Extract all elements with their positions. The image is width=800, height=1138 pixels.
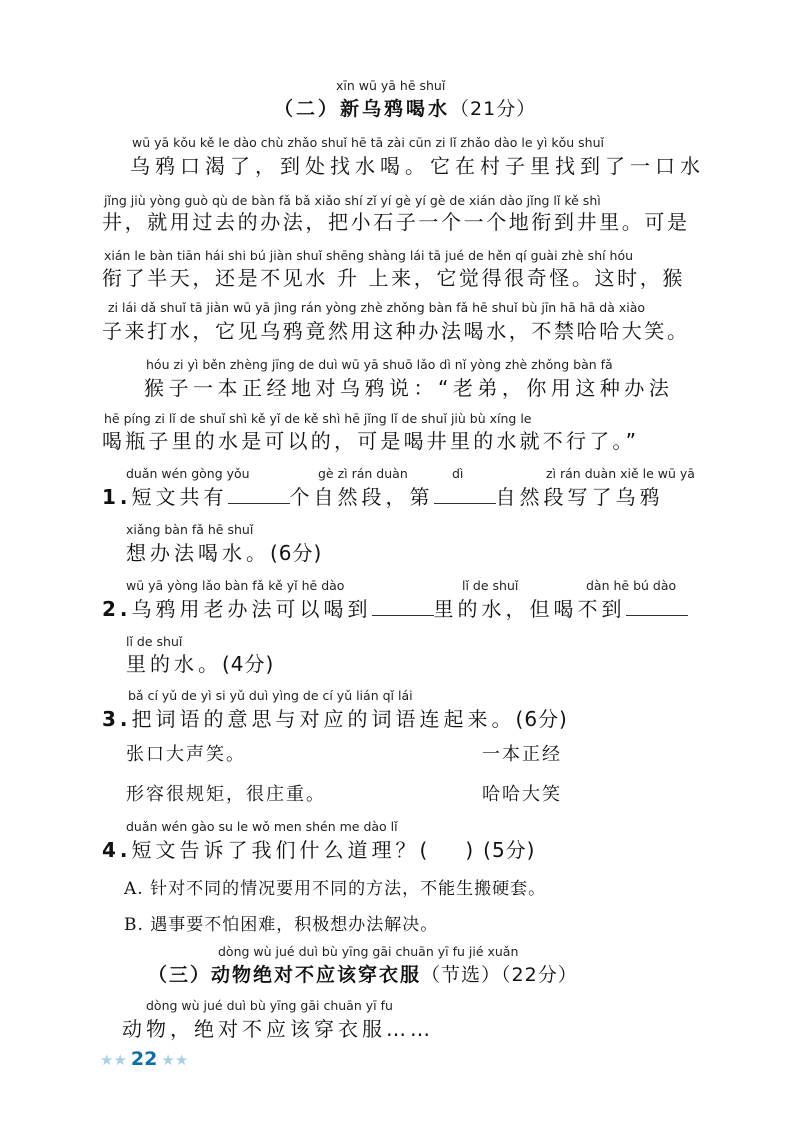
q2-pinyin-2: lǐ de shuǐ <box>126 634 183 649</box>
section3-line: 动物，绝对不应该穿衣服…… <box>122 1017 434 1041</box>
passage-line-5: 猴子一本正经地对乌鸦说：“老弟，你用这种办法 <box>144 376 674 400</box>
q4-paren-close: ) <box>465 838 478 862</box>
q1-text-a: 短文共有 <box>131 485 228 509</box>
q1-pinyin-2: xiǎng bàn fǎ hē shuǐ <box>126 522 254 537</box>
q3-right-item-2[interactable]: 哈哈大笑 <box>482 784 562 805</box>
section3-title-score: （22分） <box>501 964 578 986</box>
passage-line-4: 子来打水，它见乌鸦竟然用这种办法喝水，不禁哈哈大笑。 <box>102 319 690 343</box>
q4-text: 短文告诉了我们什么道理？( <box>131 838 432 862</box>
q2-text-b: 里的水，但喝不到 <box>433 597 626 621</box>
q2-pinyin-b: lǐ de shuǐ <box>462 578 519 593</box>
section2-title-pinyin: xīn wū yā hē shuǐ <box>336 78 446 93</box>
q4-score: (5分) <box>483 838 536 862</box>
passage-pinyin-4: zi lái dǎ shuǐ tā jiàn wū yā jìng rán yòng zhè zhǒng bàn fǎ hē shuǐ bù jīn hā hā dà xiào <box>108 300 646 315</box>
q2-blank-1[interactable] <box>372 599 434 616</box>
q2-score: (4分) <box>222 652 275 676</box>
q4-number: 4. <box>102 838 132 862</box>
q3-right-item-1[interactable]: 一本正经 <box>482 744 562 765</box>
star-icon: ★ <box>174 1051 189 1069</box>
section3-title <box>148 960 578 987</box>
passage-pinyin-3: xián le bàn tiān hái shi bú jiàn shuǐ shēng shàng lái tā jué de hěn qí guài zhè shí hóu <box>104 248 634 263</box>
section3-title-text: 动物绝对不应该穿衣服 <box>211 964 422 986</box>
q1-text-c: 自然段写了乌鸦 <box>495 485 664 509</box>
q1-blank-1[interactable] <box>228 487 290 504</box>
q3-score: (6分) <box>515 707 568 731</box>
star-icon: ★ <box>113 1051 127 1069</box>
q1-blank-2[interactable] <box>434 487 496 504</box>
q4-pinyin: duǎn wén gào su le wǒ men shén me dào lǐ <box>126 819 398 834</box>
q3-pinyin: bǎ cí yǔ de yì si yǔ duì yìng de cí yǔ lián qǐ lái <box>128 688 413 703</box>
star-icon: ★ <box>100 1051 114 1069</box>
q1-text-2: 想办法喝水。 <box>126 541 270 565</box>
section2-title <box>274 94 536 121</box>
q3-line <box>102 703 568 732</box>
section2-title-score: （21分） <box>450 98 537 120</box>
passage-pinyin-1: wū yā kǒu kě le dào chù zhǎo shuǐ hē tā zài cūn zi lǐ zhǎo dào le yì kǒu shuǐ <box>132 135 604 150</box>
q2-line-2 <box>126 648 274 677</box>
q2-number: 2. <box>102 597 132 621</box>
page-number: 22 <box>130 1048 158 1070</box>
q1-line <box>102 481 664 510</box>
q4-line <box>102 834 535 863</box>
q2-line <box>102 593 688 622</box>
q3-left-item-2[interactable]: 形容很规矩，很庄重。 <box>126 784 326 805</box>
q1-pinyin-c: dì <box>452 466 464 481</box>
section3-title-pinyin: dòng wù jué duì bù yīng gāi chuān yī fu jié xuǎn <box>218 944 519 959</box>
q1-number: 1. <box>102 485 132 509</box>
section2-title-text: 新乌鸦喝水 <box>340 98 451 120</box>
passage-pinyin-5: hóu zi yì běn zhèng jīng de duì wū yā shuō lǎo dì nǐ yòng zhè zhǒng bàn fǎ <box>146 357 613 372</box>
q2-text-a: 乌鸦用老办法可以喝到 <box>131 597 372 621</box>
q2-pinyin-c: dàn hē bú dào <box>586 578 677 593</box>
q1-pinyin-b: gè zì rán duàn <box>318 466 408 481</box>
q3-left-item-1[interactable]: 张口大声笑。 <box>126 744 246 765</box>
q2-pinyin-a: wū yā yòng lǎo bàn fǎ kě yǐ hē dào <box>126 578 345 593</box>
passage-line-3: 衔了半天，还是不见水 升 上来，它觉得很奇怪。这时，猴 <box>102 266 685 290</box>
section2-title-label: （二） <box>274 98 341 120</box>
page-footer <box>100 1048 188 1070</box>
section3-line-pinyin: dòng wù jué duì bù yīng gāi chuān yī fu <box>146 998 393 1013</box>
passage-line-6: 喝瓶子里的水是可以的，可是喝井里的水就不行了。” <box>102 429 640 453</box>
q1-text-b: 个自然段，第 <box>289 485 434 509</box>
q1-pinyin-d: zì rán duàn xiě le wū yā <box>546 466 695 481</box>
q1-score: (6分) <box>270 541 323 565</box>
q1-line-2 <box>126 537 322 566</box>
q2-text-2: 里的水。 <box>126 652 222 676</box>
q4-option-b[interactable]: B. 遇事要不怕困难，积极想办法解决。 <box>124 915 439 935</box>
passage-line-1: 乌鸦口渴了，到处找水喝。它在村子里找到了一口水 <box>130 154 705 178</box>
passage-line-2: 井，就用过去的办法，把小石子一个一个地衔到井里。可是 <box>102 210 690 234</box>
passage-pinyin-2: jǐng jiù yòng guò qù de bàn fǎ bǎ xiǎo shí zǐ yí gè yí gè de xián dào jǐng lǐ kě shì <box>104 193 601 208</box>
q1-pinyin-a: duǎn wén gòng yǒu <box>126 466 250 481</box>
q4-option-a[interactable]: A. 针对不同的情况要用不同的方法，不能生搬硬套。 <box>124 879 547 899</box>
q2-blank-2[interactable] <box>626 599 688 616</box>
passage-pinyin-6: hē píng zi lǐ de shuǐ shì kě yǐ de kě shì hē jǐng lǐ de shuǐ jiù bù xíng le <box>104 411 532 426</box>
star-icon: ★ <box>161 1051 175 1069</box>
q3-text: 把词语的意思与对应的词语连起来。 <box>131 707 516 731</box>
section3-title-label: （三） <box>148 964 212 986</box>
section3-title-extra: （节选） <box>421 964 502 986</box>
q3-number: 3. <box>102 707 132 731</box>
